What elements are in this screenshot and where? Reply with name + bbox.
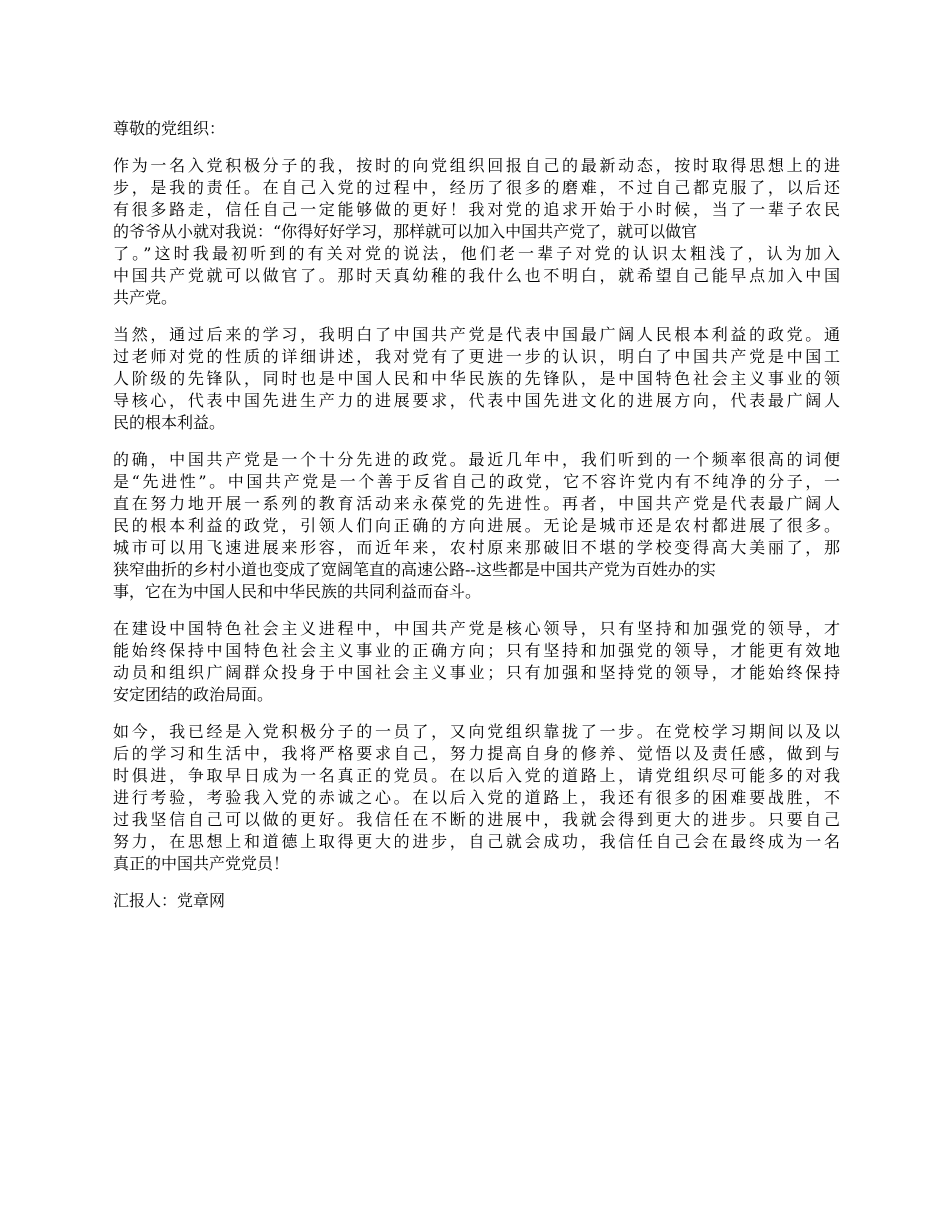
paragraph-line: 的爷爷从小就对我说：“你得好好学习，那样就可以加入中国共产党了，就可以做官 [113,222,698,241]
salutation-text: 尊敬的党组织： [113,119,226,138]
paragraph-3 [113,449,840,603]
paragraph-4 [113,618,840,706]
paragraph-line: 安定团结的政治局面。 [113,685,274,704]
paragraph-2 [113,324,840,434]
paragraph-line: 在建设中国特色社会主义进程中，中国共产党是核心领导，只有坚持和加强党的领导，才 [113,619,840,638]
paragraph-line: 事，它在为中国人民和中华民族的共同利益而奋斗。 [113,582,482,601]
paragraph-line: 人阶级的先锋队，同时也是中国人民和中华民族的先锋队，是中国特色社会主义事业的领 [113,369,840,388]
paragraph-line: 过我坚信自己可以做的更好。我信任在不断的进展中，我就会得到更大的进步。只要自己 [113,810,840,829]
paragraph-line: 当然，通过后来的学习，我明白了中国共产党是代表中国最广阔人民根本利益的政党。通 [113,325,840,344]
signature-text: 汇报人：党章网 [113,891,226,910]
paragraph-line: 的确，中国共产党是一个十分先进的政党。最近几年中，我们听到的一个频率很高的词便 [113,450,840,469]
paragraph-line: 步，是我的责任。在自己入党的过程中，经历了很多的磨难，不过自己都克服了，以后还 [113,178,840,197]
paragraph-line: 能始终保持中国特色社会主义事业的正确方向；只有坚持和加强党的领导，才能更有效地 [113,641,840,660]
paragraph-1 [113,155,840,309]
paragraph-5 [113,721,840,875]
salutation [113,118,840,140]
paragraph-line: 真正的中国共产党党员！ [113,854,290,873]
paragraph-line: 民的根本利益。 [113,413,226,432]
paragraph-line: 动员和组织广阔群众投身于中国社会主义事业；只有加强和坚持党的领导，才能始终保持 [113,663,840,682]
paragraph-line: 共产党。 [113,288,178,307]
signature [113,890,840,912]
paragraph-line: 作为一名入党积极分子的我，按时的向党组织回报自己的最新动态，按时取得思想上的进 [113,156,840,175]
paragraph-line: 有很多路走，信任自己一定能够做的更好！我对党的追求开始于小时候，当了一辈子农民 [113,200,840,219]
paragraph-line: 进行考验，考验我入党的赤诚之心。在以后入党的道路上，我还有很多的困难要战胜，不 [113,788,840,807]
paragraph-line: 导核心，代表中国先进生产力的进展要求，代表中国先进文化的进展方向，代表最广阔人 [113,391,840,410]
paragraph-line: 是“先进性”。中国共产党是一个善于反省自己的政党，它不容许党内有不纯净的分子，一 [113,472,840,491]
document-page [113,118,840,912]
paragraph-line: 过老师对党的性质的详细讲述，我对党有了更进一步的认识，明白了中国共产党是中国工 [113,347,840,366]
paragraph-line: 直在努力地开展一系列的教育活动来永葆党的先进性。再者，中国共产党是代表最广阔人 [113,494,840,513]
paragraph-line: 如今，我已经是入党积极分子的一员了，又向党组织靠拢了一步。在党校学习期间以及以 [113,722,840,741]
paragraph-line: 中国共产党就可以做官了。那时天真幼稚的我什么也不明白，就希望自己能早点加入中国 [113,266,840,285]
paragraph-line: 民的根本利益的政党，引领人们向正确的方向进展。无论是城市还是农村都进展了很多。 [113,516,840,535]
paragraph-line: 城市可以用飞速进展来形容，而近年来，农村原来那破旧不堪的学校变得高大美丽了，那 [113,538,840,557]
paragraph-line: 努力，在思想上和道德上取得更大的进步，自己就会成功，我信任自己会在最终成为一名 [113,832,840,851]
paragraph-line: 时俱进，争取早日成为一名真正的党员。在以后入党的道路上，请党组织尽可能多的对我 [113,766,840,785]
paragraph-line: 后的学习和生活中，我将严格要求自己，努力提高自身的修养、觉悟以及责任感，做到与 [113,744,840,763]
paragraph-line: 狭窄曲折的乡村小道也变成了宽阔笔直的高速公路--这些都是中国共产党为百姓办的实 [113,560,716,579]
paragraph-line: 了。”这时我最初听到的有关对党的说法，他们老一辈子对党的认识太粗浅了，认为加入 [113,244,840,263]
